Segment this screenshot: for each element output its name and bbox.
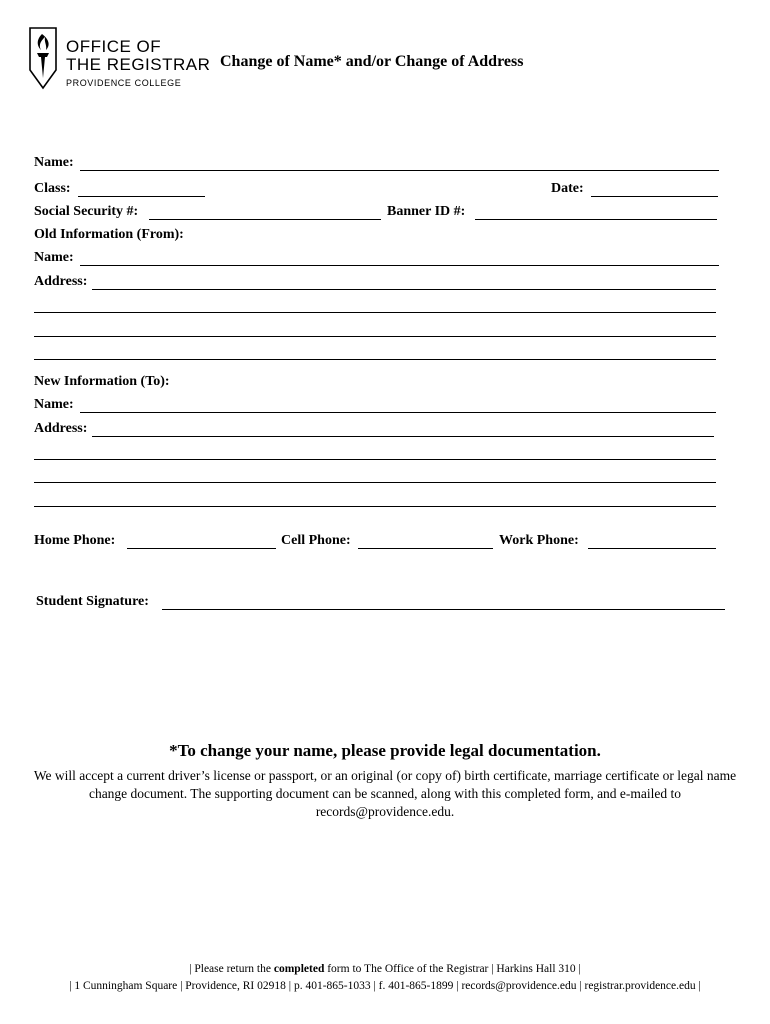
new-address-label: Address: (34, 421, 88, 436)
home-phone-label: Home Phone: (34, 533, 116, 548)
old-info-heading: Old Information (From): (34, 227, 184, 242)
date-label: Date: (551, 181, 584, 196)
work-phone-field[interactable] (588, 548, 716, 549)
ssn-label: Social Security #: (34, 204, 139, 219)
work-phone-label: Work Phone: (499, 533, 579, 548)
logo-line-1: OFFICE OF (66, 37, 162, 56)
class-label: Class: (34, 181, 71, 196)
footer-line-2: | 1 Cunningham Square | Providence, RI 02918 | p. 401-865-1033 | f. 401-865-1899 | records@providence.edu | registrar.providence.edu | (69, 980, 701, 992)
legal-documentation-heading: *To change your name, please provide legal documentation. (169, 741, 601, 760)
new-address-line-3[interactable] (34, 482, 716, 483)
date-field[interactable] (591, 196, 718, 197)
legal-documentation-text: We will accept a current driver’s license or passport, or an original (or copy of) birth certificate, marriage certificate or legal name change document. The supporting document can be scanned, along with this completed form, and e-mailed to records@providence.edu. (33, 768, 737, 819)
old-address-line-3[interactable] (34, 336, 716, 337)
new-address-line-2[interactable] (34, 459, 716, 460)
footer-line-1-pre: | Please return the (189, 963, 274, 975)
old-address-line-4[interactable] (34, 359, 716, 360)
banner-id-label: Banner ID #: (387, 204, 466, 219)
logo-line-3: PROVIDENCE COLLEGE (66, 78, 182, 88)
old-address-label: Address: (34, 274, 88, 289)
new-info-heading: New Information (To): (34, 374, 170, 389)
ssn-field[interactable] (149, 219, 381, 220)
new-address-line-4[interactable] (34, 506, 716, 507)
old-name-field[interactable] (80, 265, 719, 266)
old-name-label: Name: (34, 250, 74, 265)
cell-phone-label: Cell Phone: (281, 533, 351, 548)
old-address-line-2[interactable] (34, 312, 716, 313)
banner-id-field[interactable] (475, 219, 717, 220)
signature-field[interactable] (162, 609, 725, 610)
footer-line-1 (0, 963, 770, 975)
cell-phone-field[interactable] (358, 548, 493, 549)
name-label: Name: (34, 155, 74, 170)
signature-label: Student Signature: (36, 594, 149, 609)
class-field[interactable] (78, 196, 205, 197)
name-field[interactable] (80, 170, 719, 171)
home-phone-field[interactable] (127, 548, 276, 549)
footer-line-1-post: form to The Office of the Registrar | Harkins Hall 310 | (324, 963, 581, 975)
form-title: Change of Name* and/or Change of Address (220, 53, 524, 70)
old-address-field[interactable] (92, 289, 716, 290)
logo-line-2: THE REGISTRAR (66, 55, 211, 74)
flame-torch-icon (28, 26, 58, 90)
registrar-logo (28, 26, 211, 94)
new-name-label: Name: (34, 397, 74, 412)
footer-line-1-bold: completed (273, 963, 325, 975)
new-address-field[interactable] (92, 436, 714, 437)
new-name-field[interactable] (80, 412, 716, 413)
